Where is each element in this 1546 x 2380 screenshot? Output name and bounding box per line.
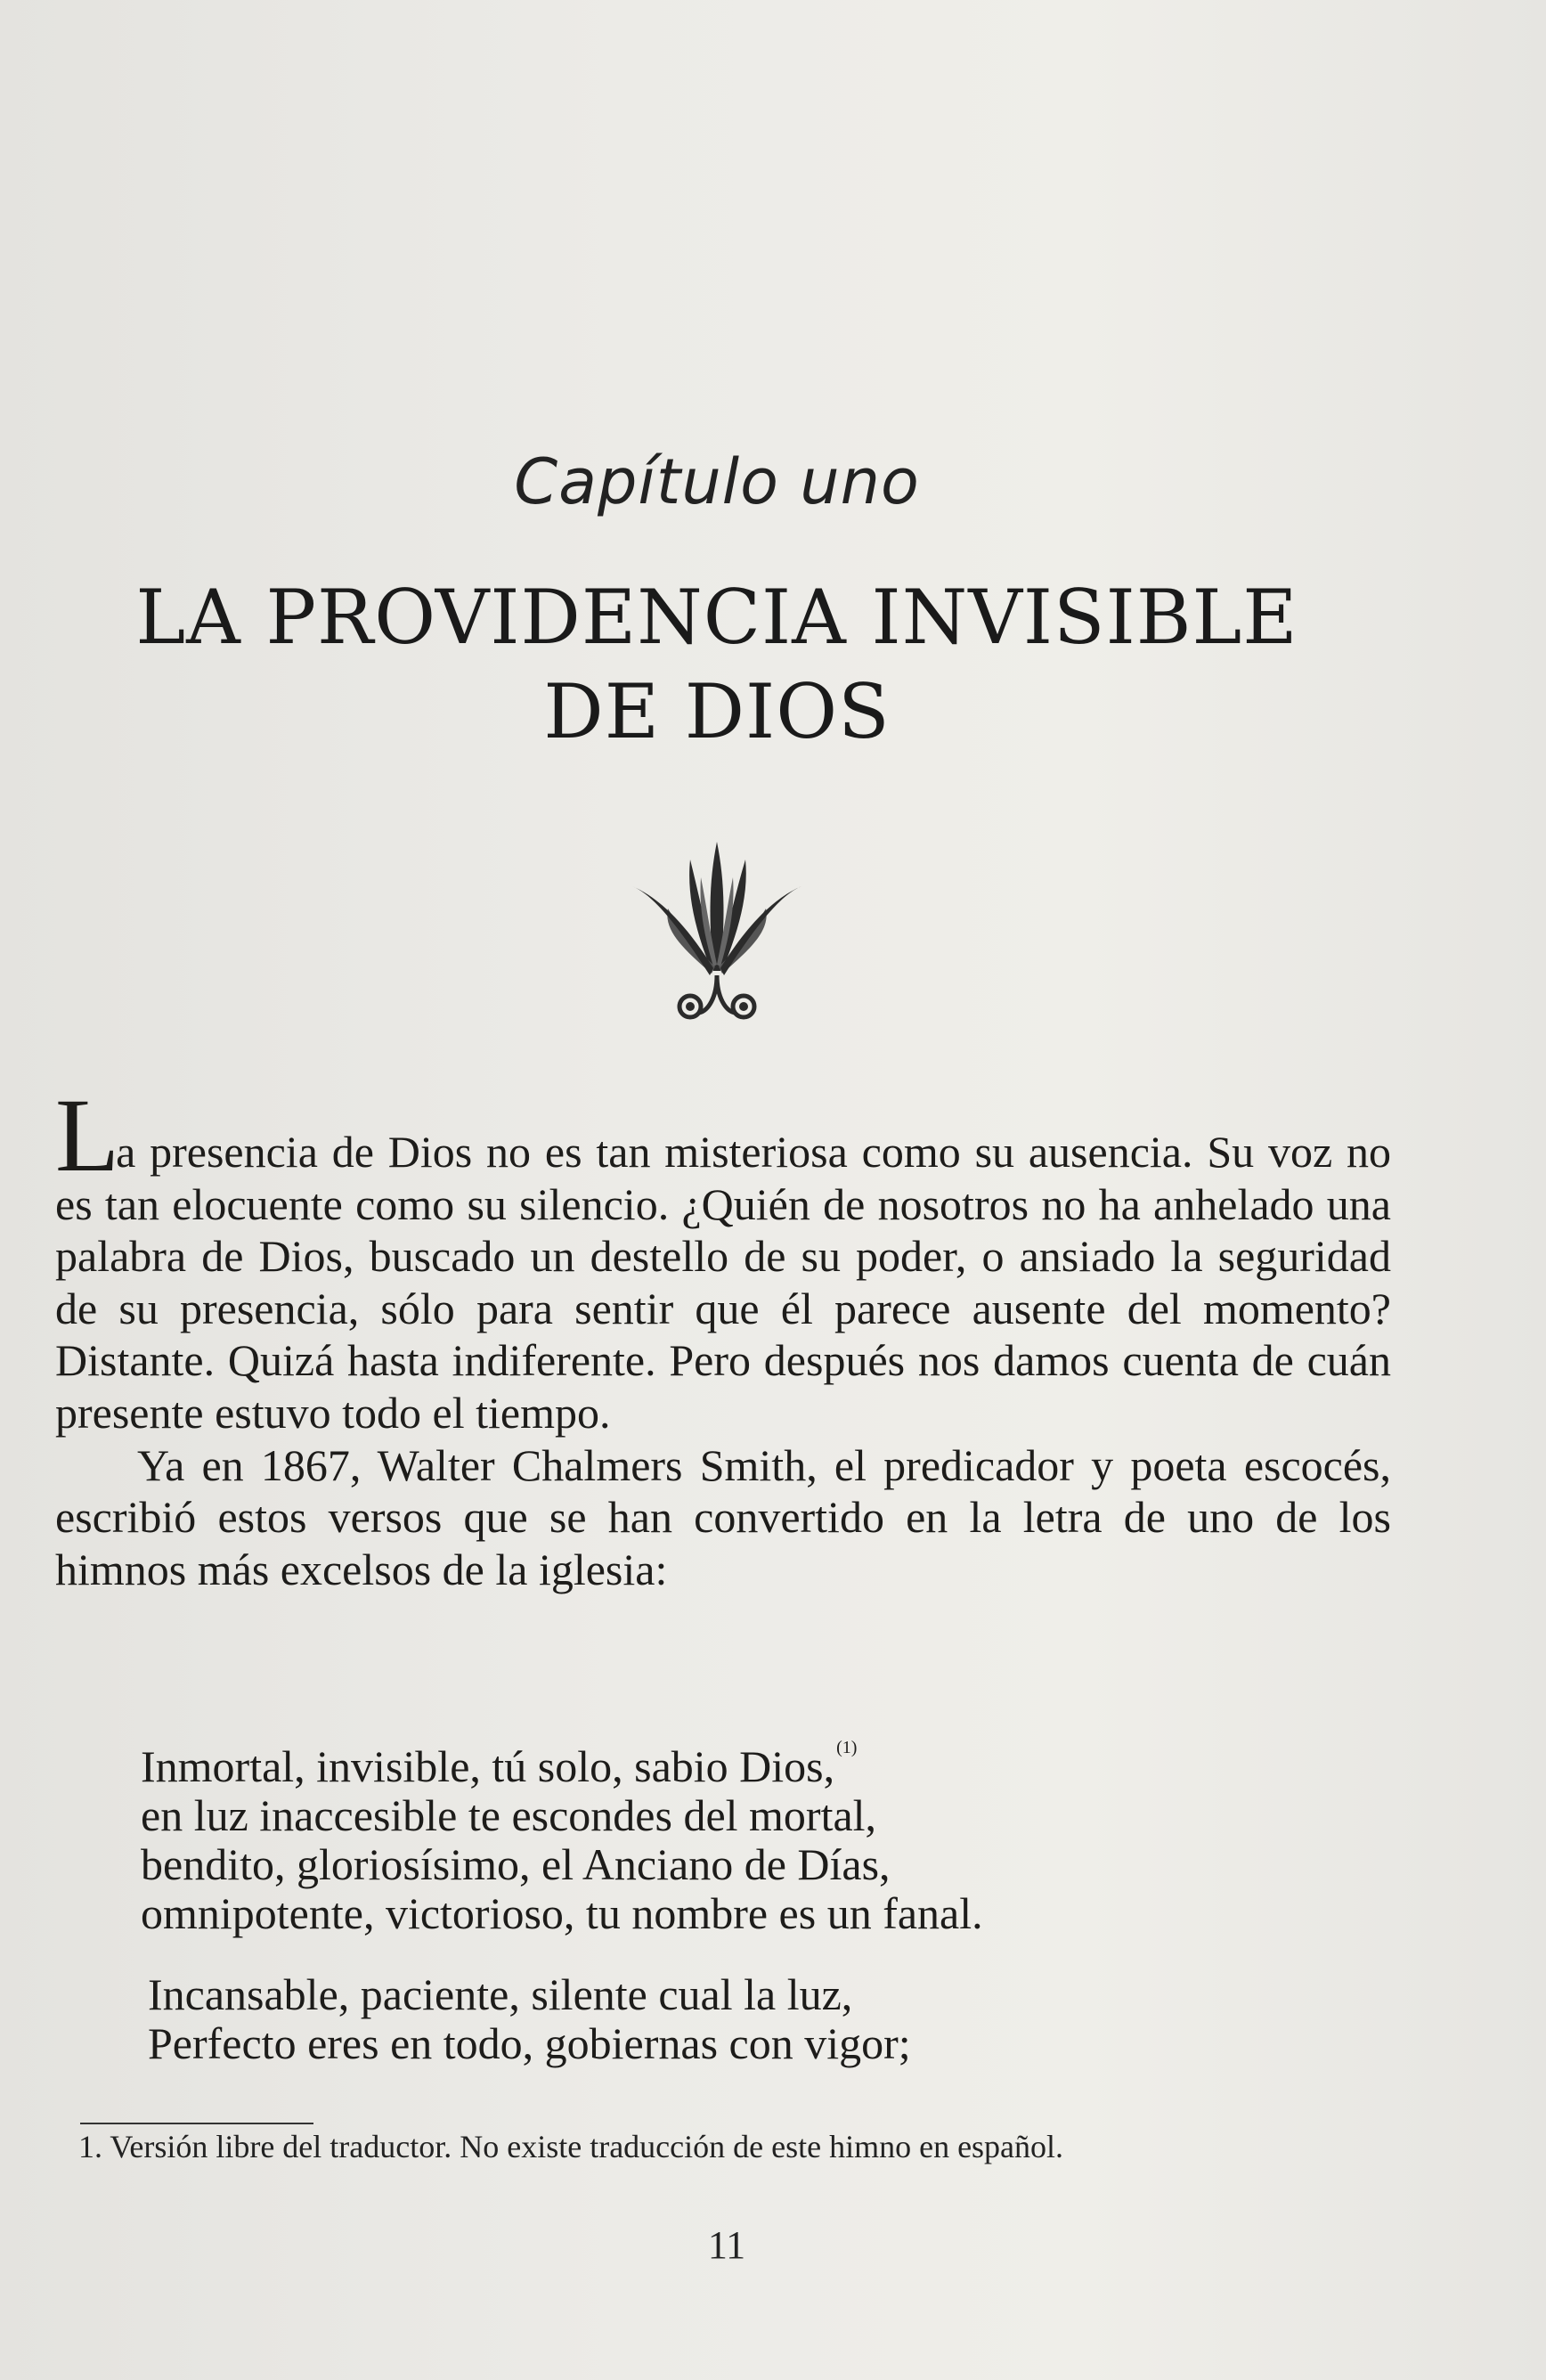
- verse-line: bendito, gloriosísimo, el Anciano de Días,: [141, 1839, 891, 1889]
- page-number: 11: [707, 2223, 746, 2267]
- footnote-reference: (1): [836, 1738, 858, 1757]
- chapter-title-line-1: LA PROVIDENCIA INVISIBLE: [135, 574, 1298, 661]
- chapter-title: [0, 570, 1434, 759]
- verse-line: Incansable, paciente, silente cual la luz,: [148, 1969, 853, 2019]
- hymn-verse-1: [141, 1724, 1387, 1938]
- body-text: [55, 1077, 1391, 1595]
- paragraph-2: Ya en 1867, Walter Chalmers Smith, el predicador y poeta escocés, escribió estos versos que se han convertido en la letra de uno de los himnos más excelsos de la iglesia:: [55, 1439, 1391, 1594]
- verse-line: Perfecto eres en todo, gobiernas con vigor;: [148, 2018, 911, 2068]
- footnote: 1. Versión libre del traductor. No existe traducción de este himno en español.: [78, 2129, 1064, 2164]
- chapter-title-line-2: DE DIOS: [543, 668, 891, 755]
- verse-line: en luz inaccesible te escondes del mortal,: [141, 1790, 877, 1840]
- footnote-divider: [80, 2123, 313, 2124]
- drop-cap: L: [55, 1077, 120, 1194]
- verse-line: [141, 1724, 1387, 1791]
- verse-line: omnipotente, victorioso, tu nombre es un fanal.: [141, 1888, 983, 1938]
- hymn-verse-2: [148, 1970, 1395, 2068]
- paragraph-1: [55, 1077, 1391, 1439]
- verse-line-text: Inmortal, invisible, tú solo, sabio Dios,: [141, 1741, 835, 1791]
- paragraph-1-text: a presencia de Dios no es tan misteriosa como su ausencia. Su voz no es tan elocuente como su silencio. ¿Quién de nosotros no ha anhelado una palabra de Dios, buscado un destello de su poder, o ansiado la seguridad de su presencia, sólo para sentir que él parece ausente del momento? Distante. Quizá hasta indiferente. Pero después nos damos cuenta de cuán presente estuvo todo el tiempo.: [55, 1127, 1391, 1438]
- leaf-ornament-icon: [628, 824, 806, 1029]
- chapter-label: Capítulo uno: [514, 445, 920, 518]
